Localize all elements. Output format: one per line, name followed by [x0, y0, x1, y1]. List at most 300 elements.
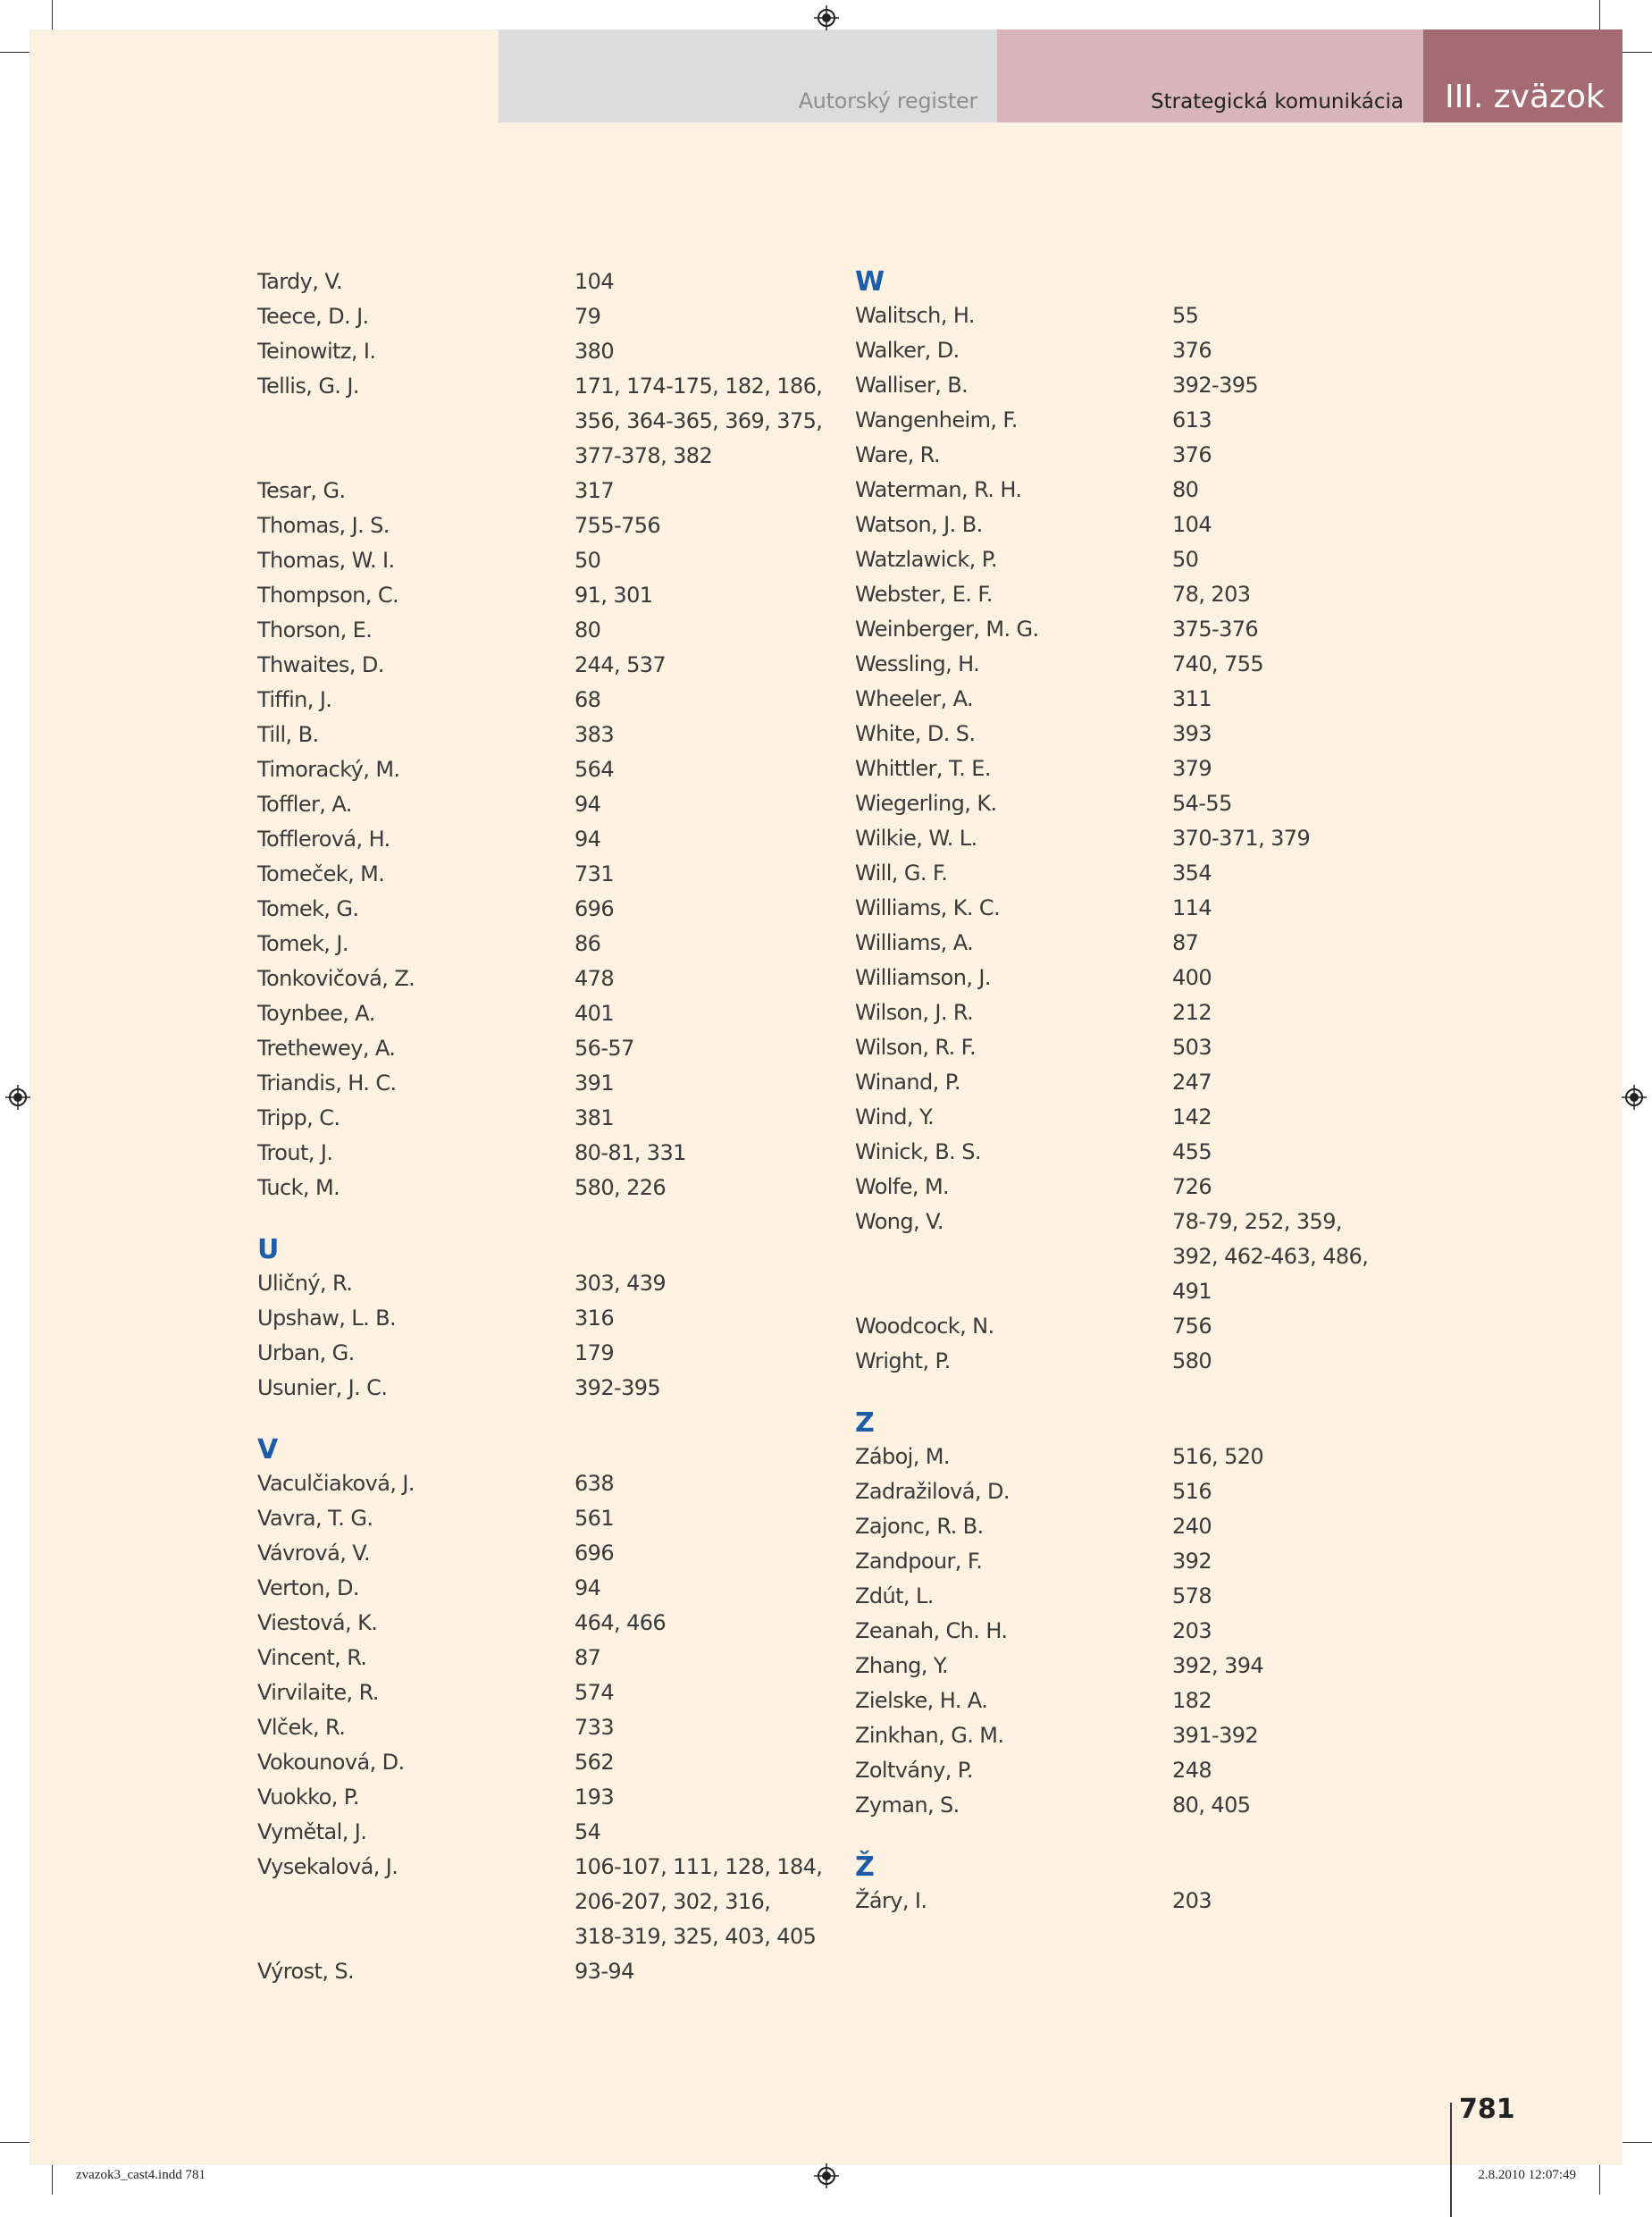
page-references: [574, 1954, 807, 1989]
page-reference-line: 106-107, 111, 128, 184,: [574, 1854, 823, 1879]
page-reference-line: 54-55: [1172, 791, 1232, 816]
page-references: [574, 927, 807, 962]
author-name: Tesar, G.: [257, 478, 346, 503]
page-reference-line: 491: [1172, 1279, 1212, 1304]
page-references: [1172, 1440, 1405, 1474]
index-entry: [257, 265, 807, 299]
index-entry: [257, 1850, 823, 1954]
page-references: [574, 962, 807, 996]
author-name: Virvilaite, R.: [257, 1680, 379, 1705]
page-references: [574, 1501, 807, 1536]
index-entry: [855, 298, 1405, 333]
index-entry: [855, 1684, 1405, 1718]
author-name: Uličný, R.: [257, 1271, 353, 1296]
index-entry: [855, 1309, 1405, 1344]
page-references: [574, 369, 823, 474]
page-reference-line: 54: [574, 1819, 601, 1844]
page-references: [1172, 1684, 1405, 1718]
author-name: Walker, D.: [855, 338, 960, 363]
author-name: Timoracký, M.: [257, 757, 400, 782]
header-book-title: Strategická komunikácia: [1151, 90, 1404, 113]
page-reference-line: 564: [574, 757, 615, 782]
index-page: [29, 29, 1623, 2165]
index-entry: [257, 1101, 807, 1136]
author-name: Trout, J.: [257, 1140, 333, 1165]
author-name: Záboj, M.: [855, 1444, 950, 1469]
author-name: Tuck, M.: [257, 1175, 340, 1200]
index-entry: [257, 996, 807, 1031]
author-name: Výrost, S.: [257, 1959, 355, 1984]
author-name: Tomeček, M.: [257, 861, 385, 886]
page-reference-line: 50: [574, 548, 601, 573]
index-entry: [257, 648, 807, 683]
author-name: Watzlawick, P.: [855, 547, 997, 572]
page-reference-line: 68: [574, 687, 601, 712]
page-reference-line: 392-395: [1172, 373, 1259, 398]
author-name: Thomas, W. I.: [257, 548, 395, 573]
author-name: Zeanah, Ch. H.: [855, 1618, 1008, 1643]
index-entry: [257, 1536, 807, 1571]
page-reference-line: 756: [1172, 1314, 1212, 1339]
index-letter-heading: V: [257, 1434, 279, 1465]
author-name: Woodcock, N.: [855, 1314, 994, 1339]
author-name: Vlček, R.: [257, 1715, 346, 1740]
author-name: Weinberger, M. G.: [855, 617, 1039, 642]
index-letter-group: [855, 265, 1405, 1379]
index-entry: [855, 542, 1405, 577]
author-name: Vysekalová, J.: [257, 1854, 398, 1879]
page-reference-line: 317: [574, 478, 615, 503]
page-reference-line: 574: [574, 1680, 615, 1705]
index-entry: [257, 683, 807, 718]
index-entry: [855, 1649, 1405, 1684]
page-references: [574, 613, 807, 648]
page-reference-line: 142: [1172, 1104, 1212, 1129]
page-references: [1172, 1544, 1405, 1579]
index-entry: [257, 1136, 807, 1171]
page-references: [1172, 612, 1405, 647]
index-entry: [257, 1571, 807, 1606]
page-references: [1172, 786, 1405, 821]
index-letter-group: [257, 1232, 807, 1406]
page-references: [574, 1641, 807, 1675]
page-reference-line: 740, 755: [1172, 651, 1264, 676]
page-references: [574, 265, 807, 299]
index-entry: [257, 1301, 807, 1336]
page-reference-line: 244, 537: [574, 652, 667, 677]
page-reference-line: 478: [574, 966, 615, 991]
page-reference-line: 464, 466: [574, 1610, 667, 1635]
index-entry: [257, 1266, 807, 1301]
page-references: [1172, 438, 1405, 473]
author-name: Zyman, S.: [855, 1793, 960, 1818]
index-entry: [257, 1780, 807, 1815]
index-entry: [257, 334, 807, 369]
index-entry: [855, 368, 1405, 403]
index-entry: [257, 1606, 807, 1641]
page-reference-line: 580, 226: [574, 1175, 667, 1200]
index-entry: [855, 1884, 1405, 1919]
page-reference-line: 212: [1172, 1000, 1212, 1025]
index-entry: [855, 1614, 1405, 1649]
index-entry: [257, 1171, 807, 1205]
index-entry: [855, 1440, 1405, 1474]
page-reference-line: 114: [1172, 895, 1212, 920]
author-name: Vincent, R.: [257, 1645, 367, 1670]
page-references: [574, 1336, 807, 1371]
slug-file-info: zvazok3_cast4.indd 781: [76, 2168, 205, 2182]
page-reference-line: 56-57: [574, 1036, 634, 1061]
page-reference-line: 380: [574, 339, 615, 364]
page-reference-line: 79: [574, 304, 601, 329]
page-reference-line: 516, 520: [1172, 1444, 1264, 1469]
index-entry: [257, 787, 807, 822]
index-entry: [257, 822, 807, 857]
author-name: Ware, R.: [855, 442, 940, 467]
page-references: [574, 1031, 807, 1066]
page-references: [574, 683, 807, 718]
page-references: [574, 1266, 807, 1301]
page-references: [1172, 1170, 1405, 1205]
page-references: [1172, 961, 1405, 995]
index-entry: [855, 1030, 1405, 1065]
author-name: Williamson, J.: [855, 965, 991, 990]
page-reference-line: 311: [1172, 686, 1212, 711]
index-entry: [855, 1718, 1405, 1753]
author-name: Trethewey, A.: [257, 1036, 396, 1061]
page-references: [574, 1606, 807, 1641]
index-entry: [257, 1745, 807, 1780]
author-name: Webster, E. F.: [855, 582, 993, 607]
page-reference-line: 562: [574, 1750, 615, 1775]
page-references: [1172, 1205, 1405, 1309]
page-references: [1172, 1649, 1405, 1684]
page-references: [574, 1675, 807, 1710]
page-references: [1172, 1788, 1405, 1823]
page-number-rule: [1450, 2103, 1452, 2217]
index-entry: [257, 1815, 807, 1850]
index-entry: [855, 333, 1405, 368]
page-reference-line: 303, 439: [574, 1271, 667, 1296]
author-name: Williams, K. C.: [855, 895, 1001, 920]
page-references: [574, 752, 807, 787]
index-entry: [855, 577, 1405, 612]
page-references: [1172, 1753, 1405, 1788]
page-reference-line: 50: [1172, 547, 1199, 572]
author-name: Zajonc, R. B.: [855, 1514, 984, 1539]
index-entry: [257, 299, 807, 334]
author-name: Triandis, H. C.: [257, 1071, 397, 1096]
index-entry: [855, 1065, 1405, 1100]
author-name: White, D. S.: [855, 721, 976, 746]
author-name: Wilson, R. F.: [855, 1035, 977, 1060]
registration-mark-icon: [1622, 1085, 1647, 1110]
page-reference-line: 203: [1172, 1618, 1212, 1643]
page-reference-line: 516: [1172, 1479, 1212, 1504]
page-references: [574, 299, 807, 334]
author-name: Toffler, A.: [257, 792, 352, 817]
author-name: Thorson, E.: [257, 617, 373, 642]
index-entry: [257, 1031, 807, 1066]
index-entry: [855, 1474, 1405, 1509]
index-entry: [855, 508, 1405, 542]
registration-mark-icon: [814, 5, 839, 30]
page-references: [1172, 1030, 1405, 1065]
header-section-title: Autorský register: [798, 88, 977, 113]
index-entry: [257, 752, 807, 787]
author-name: Vaculčiaková, J.: [257, 1471, 415, 1496]
page-reference-line: 203: [1172, 1888, 1212, 1913]
index-entry: [855, 786, 1405, 821]
page-reference-line: 318-319, 325, 403, 405: [574, 1924, 817, 1949]
page-reference-line: 400: [1172, 965, 1212, 990]
index-entry: [257, 927, 807, 962]
page-references: [1172, 752, 1405, 786]
author-name: Tonkovičová, Z.: [257, 966, 415, 991]
author-name: Williams, A.: [855, 930, 974, 955]
page-reference-line: 104: [574, 269, 615, 294]
index-entry: [855, 1788, 1405, 1823]
page-references: [1172, 403, 1405, 438]
page-reference-line: 80: [1172, 477, 1199, 502]
index-entry: [855, 682, 1405, 717]
page-reference-line: 316: [574, 1306, 615, 1331]
page-reference-line: 193: [574, 1785, 615, 1810]
author-name: Wright, P.: [855, 1348, 951, 1373]
page-reference-line: 80, 405: [1172, 1793, 1251, 1818]
index-entry: [257, 857, 807, 892]
page-reference-line: 91, 301: [574, 583, 653, 608]
author-name: Teece, D. J.: [257, 304, 369, 329]
author-name: Wilson, J. R.: [855, 1000, 974, 1025]
page-references: [1172, 1344, 1405, 1379]
page-references: [1172, 821, 1405, 856]
page-reference-line: 80: [574, 617, 601, 642]
page-references: [574, 857, 807, 892]
author-name: Winand, P.: [855, 1070, 960, 1095]
page-references: [1172, 1614, 1405, 1649]
index-entry: [855, 438, 1405, 473]
page-references: [1172, 1474, 1405, 1509]
page-reference-line: 182: [1172, 1688, 1212, 1713]
page-reference-line: 179: [574, 1340, 615, 1365]
page-references: [574, 718, 807, 752]
page-references: [574, 1371, 807, 1406]
page-reference-line: 733: [574, 1715, 615, 1740]
author-name: Vuokko, P.: [257, 1785, 359, 1810]
author-name: Tomek, G.: [257, 896, 359, 921]
author-name: Vymětal, J.: [257, 1819, 367, 1844]
page-reference-line: 356, 364-365, 369, 375,: [574, 408, 823, 433]
index-entry: [855, 1753, 1405, 1788]
author-name: Urban, G.: [257, 1340, 355, 1365]
header-volume-title: III. zväzok: [1445, 79, 1605, 115]
author-name: Wong, V.: [855, 1209, 943, 1234]
page-references: [574, 648, 807, 683]
author-name: Tellis, G. J.: [257, 374, 359, 399]
author-name: Usunier, J. C.: [257, 1375, 388, 1400]
page-references: [574, 1301, 807, 1336]
author-name: Vavra, T. G.: [257, 1506, 373, 1531]
page-reference-line: 578: [1172, 1583, 1212, 1608]
page-reference-line: 580: [1172, 1348, 1212, 1373]
page-reference-line: 87: [574, 1645, 601, 1670]
page-references: [574, 1710, 807, 1745]
page-references: [574, 996, 807, 1031]
slug-timestamp: 2.8.2010 12:07:49: [1478, 2168, 1576, 2182]
author-name: Zhang, Y.: [855, 1653, 949, 1678]
index-entry: [855, 717, 1405, 752]
page-reference-line: 696: [574, 1541, 615, 1566]
page-reference-line: 696: [574, 896, 615, 921]
page-reference-line: 503: [1172, 1035, 1212, 1060]
page-reference-line: 86: [574, 931, 601, 956]
index-letter-group: [855, 1850, 1405, 1919]
author-name: Tomek, J.: [257, 931, 348, 956]
page-reference-line: 94: [574, 1575, 601, 1600]
index-entry: [257, 508, 807, 543]
index-entry: [257, 1371, 807, 1406]
page-reference-line: 731: [574, 861, 615, 886]
page-reference-line: 377-378, 382: [574, 443, 713, 468]
page-references: [574, 508, 807, 543]
author-name: Verton, D.: [257, 1575, 359, 1600]
page-references: [574, 543, 807, 578]
author-name: Tiffin, J.: [257, 687, 332, 712]
page-reference-line: 638: [574, 1471, 615, 1496]
page-references: [574, 474, 807, 508]
author-name: Viestová, K.: [257, 1610, 378, 1635]
index-entry: [257, 1466, 807, 1501]
index-entry: [855, 891, 1405, 926]
page-references: [574, 1536, 807, 1571]
page-reference-line: 392-395: [574, 1375, 661, 1400]
page-references: [1172, 577, 1405, 612]
page-reference-line: 376: [1172, 338, 1212, 363]
author-name: Zoltvány, P.: [855, 1758, 973, 1783]
page-reference-line: 561: [574, 1506, 615, 1531]
author-name: Wind, Y.: [855, 1104, 935, 1129]
page-reference-line: 80-81, 331: [574, 1140, 686, 1165]
author-name: Teinowitz, I.: [257, 339, 376, 364]
page-references: [1172, 368, 1405, 403]
page-reference-line: 401: [574, 1001, 615, 1026]
page-reference-line: 248: [1172, 1758, 1212, 1783]
page-references: [1172, 1579, 1405, 1614]
author-name: Toynbee, A.: [257, 1001, 375, 1026]
author-name: Žáry, I.: [855, 1888, 927, 1913]
author-name: Winick, B. S.: [855, 1139, 981, 1164]
page-reference-line: 375-376: [1172, 617, 1259, 642]
page-references: [1172, 856, 1405, 891]
registration-mark-icon: [814, 2163, 839, 2188]
author-name: Thwaites, D.: [257, 652, 384, 677]
page-references: [1172, 995, 1405, 1030]
page-references: [1172, 1718, 1405, 1753]
index-entry: [855, 1205, 1405, 1309]
author-name: Will, G. F.: [855, 861, 948, 886]
author-name: Vávrová, V.: [257, 1541, 371, 1566]
index-letter-group: [257, 265, 823, 1205]
author-name: Zdút, L.: [855, 1583, 934, 1608]
page-reference-line: 78-79, 252, 359,: [1172, 1209, 1342, 1234]
author-name: Vokounová, D.: [257, 1750, 405, 1775]
page-reference-line: 379: [1172, 756, 1212, 781]
index-entry: [855, 995, 1405, 1030]
index-entry: [855, 961, 1405, 995]
index-entry: [855, 926, 1405, 961]
page-references: [574, 1745, 807, 1780]
page-reference-line: 392: [1172, 1549, 1212, 1574]
author-name: Wolfe, M.: [855, 1174, 950, 1199]
author-name: Wilkie, W. L.: [855, 826, 977, 851]
page-references: [574, 1136, 807, 1171]
index-entry: [257, 474, 807, 508]
index-entry: [257, 718, 807, 752]
index-letter-group: [855, 1406, 1405, 1823]
index-entry: [855, 1544, 1405, 1579]
page-references: [574, 1571, 807, 1606]
index-entry: [855, 1509, 1405, 1544]
index-entry: [257, 613, 807, 648]
header-book-band: [997, 29, 1423, 122]
page-reference-line: 383: [574, 722, 615, 747]
page-reference-line: 240: [1172, 1514, 1212, 1539]
index-entry: [257, 578, 807, 613]
index-letter-heading: Z: [855, 1407, 875, 1439]
page-references: [1172, 1065, 1405, 1100]
author-name: Zandpour, F.: [855, 1549, 983, 1574]
page-references: [574, 892, 807, 927]
author-name: Waterman, R. H.: [855, 477, 1022, 502]
header-section-band: [499, 29, 997, 122]
index-letter-heading: U: [257, 1234, 280, 1265]
page-reference-line: 370-371, 379: [1172, 826, 1311, 851]
page-reference-line: 78, 203: [1172, 582, 1251, 607]
header-volume-band: [1423, 29, 1623, 122]
page-references: [574, 1066, 807, 1101]
author-name: Zadražilová, D.: [855, 1479, 1010, 1504]
page-reference-line: 55: [1172, 303, 1199, 328]
index-entry: [855, 1100, 1405, 1135]
page-references: [1172, 298, 1405, 333]
author-name: Zielske, H. A.: [855, 1688, 988, 1713]
index-entry: [257, 1675, 807, 1710]
author-name: Tripp, C.: [257, 1105, 340, 1130]
author-name: Wangenheim, F.: [855, 407, 1018, 432]
index-letter-group: [257, 1432, 823, 1989]
index-entry: [855, 752, 1405, 786]
index-entry: [257, 1954, 807, 1989]
author-name: Wessling, H.: [855, 651, 980, 676]
page-reference-line: 392, 394: [1172, 1653, 1264, 1678]
page-references: [574, 578, 807, 613]
index-entry: [855, 821, 1405, 856]
page-reference-line: 94: [574, 792, 601, 817]
page-references: [574, 1466, 807, 1501]
author-name: Thompson, C.: [257, 583, 399, 608]
page-reference-line: 376: [1172, 442, 1212, 467]
registration-mark-icon: [5, 1085, 30, 1110]
index-letter-heading: Ž: [855, 1852, 875, 1883]
index-entry: [855, 1344, 1405, 1379]
page-reference-line: 391: [574, 1071, 615, 1096]
index-entry: [257, 1336, 807, 1371]
page-reference-line: 247: [1172, 1070, 1212, 1095]
index-entry: [257, 1710, 807, 1745]
index-entry: [257, 1066, 807, 1101]
page-reference-line: 93-94: [574, 1959, 634, 1984]
